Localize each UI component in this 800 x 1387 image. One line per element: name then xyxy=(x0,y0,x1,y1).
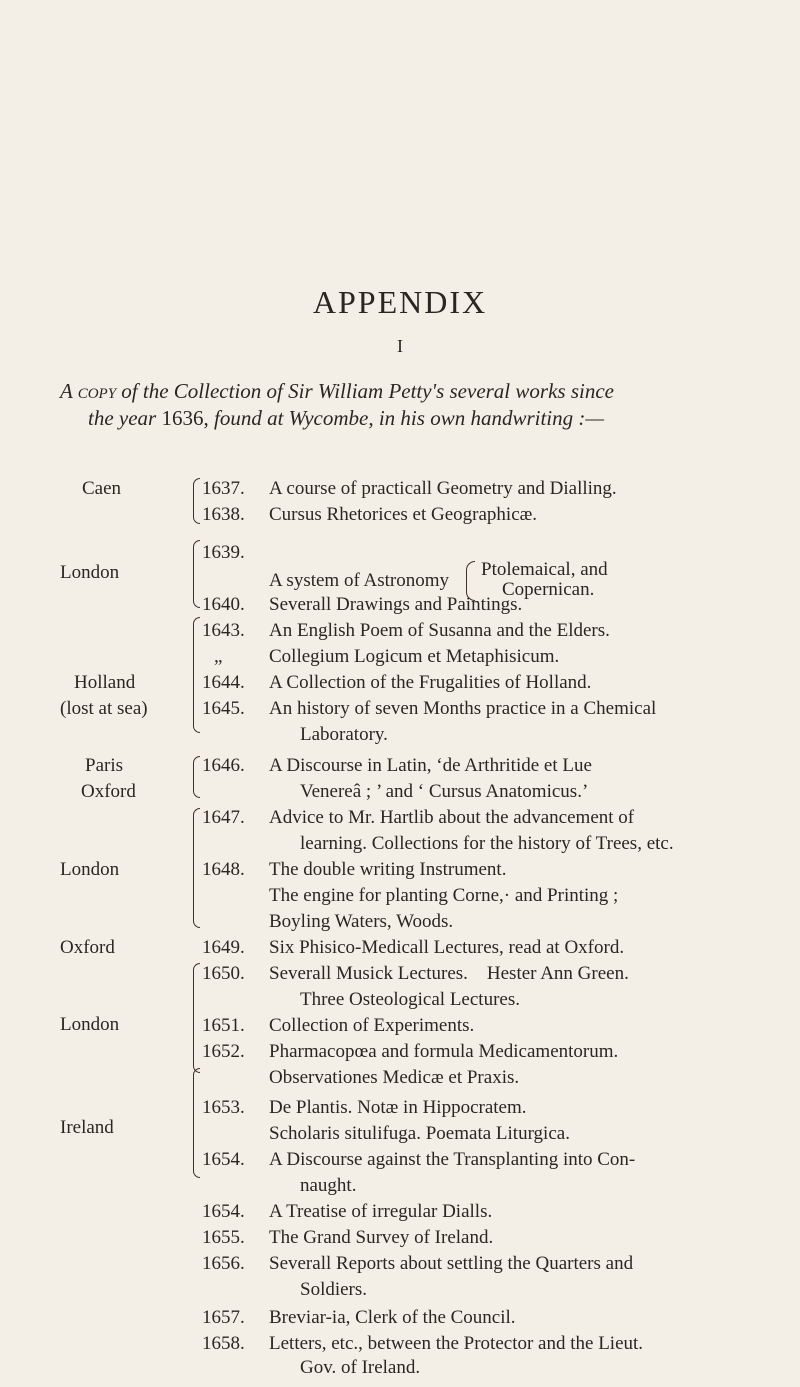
entry-text: A Discourse in Latin, ‘de Arthritide et Lue xyxy=(269,755,592,776)
entry-row xyxy=(0,502,800,528)
entry-row xyxy=(0,1173,800,1199)
entry-year: 1652. xyxy=(202,1041,245,1062)
intro-the-year: the year xyxy=(88,406,157,430)
entry-row xyxy=(0,883,800,909)
entry-text: De Plantis. Notæ in Hippocratem. xyxy=(269,1097,527,1118)
entry-row xyxy=(0,779,800,805)
entry-text: Six Phisico-Medicall Lectures, read at Oxford. xyxy=(269,937,625,958)
entry-year: 1655. xyxy=(202,1227,245,1248)
entry-row xyxy=(0,1147,800,1173)
entry-text: naught. xyxy=(300,1175,357,1196)
entry-text: Three Osteological Lectures. xyxy=(300,989,520,1010)
entry-row xyxy=(0,1121,800,1147)
entry-row xyxy=(0,987,800,1013)
entry-text: Severall Reports about settling the Quarters and xyxy=(269,1253,634,1274)
entry-text: Gov. of Ireland. xyxy=(300,1357,421,1378)
entry-text: A Discourse against the Transplanting into Con- xyxy=(269,1149,636,1170)
place-oxford: Oxford xyxy=(81,781,136,802)
entry-row xyxy=(0,1095,800,1121)
entry-text: A Collection of the Frugalities of Holland. xyxy=(269,672,592,693)
entry-row xyxy=(0,568,800,594)
place-holland: Holland xyxy=(74,672,136,693)
entry-row xyxy=(0,696,800,722)
entry-year: 1650. xyxy=(202,963,245,984)
entry-row xyxy=(0,722,800,748)
entry-text: learning. Collections for the history of Trees, etc. xyxy=(300,833,674,854)
intro-year: 1636, xyxy=(161,406,209,430)
entry-row xyxy=(0,592,800,618)
place-paris: Paris xyxy=(85,755,123,776)
entry-year: 1639. xyxy=(202,542,245,563)
place-london: London xyxy=(60,1014,120,1035)
entry-row xyxy=(0,1039,800,1065)
entry-text: An history of seven Months practice in a Chemical xyxy=(269,698,657,719)
entry-text: Collection of Experiments. xyxy=(269,1015,475,1036)
entry-row xyxy=(0,670,800,696)
intro-copy: copy xyxy=(77,379,117,403)
entry-text: Soldiers. xyxy=(300,1279,368,1300)
place-lost-at-sea: (lost at sea) xyxy=(60,698,148,719)
entry-row xyxy=(0,1305,800,1331)
entry-year: 1638. xyxy=(202,504,245,525)
entry-year: 1656. xyxy=(202,1253,245,1274)
entry-text: Pharmacopœa and formula Medicamentorum. xyxy=(269,1041,619,1062)
entry-year: 1647. xyxy=(202,807,245,828)
entry-year: 1654. xyxy=(202,1201,245,1222)
intro-line2: found at Wycombe, in his own handwriting :— xyxy=(213,406,605,430)
entry-year: 1651. xyxy=(202,1015,245,1036)
entry-text: Observationes Medicæ et Praxis. xyxy=(269,1067,520,1088)
entry-year: 1653. xyxy=(202,1097,245,1118)
entry-text: Boyling Waters, Woods. xyxy=(269,911,454,932)
entry-row xyxy=(0,1355,800,1381)
entry-text: Advice to Mr. Hartlib about the advancement of xyxy=(269,807,635,828)
intro-paragraph xyxy=(60,378,750,432)
entry-row xyxy=(0,618,800,644)
entry-row xyxy=(0,753,800,779)
intro-a: A xyxy=(60,379,73,403)
entry-text: A course of practicall Geometry and Dialling. xyxy=(269,478,617,499)
entry-year: 1654. xyxy=(202,1149,245,1170)
entry-option: Copernican. xyxy=(502,579,595,600)
entry-year: 1644. xyxy=(202,672,245,693)
entry-text: An English Poem of Susanna and the Elders. xyxy=(269,620,610,641)
entry-row xyxy=(0,909,800,935)
entry-text: Letters, etc., between the Protector and the Lieut. xyxy=(269,1333,644,1354)
entry-text: A system of Astronomy xyxy=(269,570,449,591)
entry-text: Severall Musick Lectures. Hester Ann Green. xyxy=(269,963,629,984)
entry-row xyxy=(0,805,800,831)
entry-row xyxy=(0,1013,800,1039)
entry-year: „ xyxy=(214,646,223,667)
place-ireland: Ireland xyxy=(60,1117,114,1138)
entry-row xyxy=(0,1277,800,1303)
entry-row xyxy=(0,1199,800,1225)
entry-row xyxy=(0,1225,800,1251)
appendix-heading: APPENDIX xyxy=(312,284,488,320)
entry-year: 1657. xyxy=(202,1307,245,1328)
entry-row xyxy=(0,476,800,502)
entry-option: Ptolemaical, and xyxy=(481,559,608,580)
entry-text: The double writing Instrument. xyxy=(269,859,507,880)
place-oxford: Oxford xyxy=(60,937,115,958)
entry-row xyxy=(0,857,800,883)
entry-row xyxy=(0,540,800,566)
entry-text: Breviar-ia, Clerk of the Council. xyxy=(269,1307,516,1328)
entry-year: 1637. xyxy=(202,478,245,499)
entry-year: 1649. xyxy=(202,937,245,958)
entry-row xyxy=(0,831,800,857)
entry-text: A Treatise of irregular Dialls. xyxy=(269,1201,493,1222)
section-numeral: I xyxy=(397,336,403,356)
entry-year: 1648. xyxy=(202,859,245,880)
entry-text: Venereâ ; ’ and ‘ Cursus Anatomicus.’ xyxy=(300,781,589,802)
entry-year: 1640. xyxy=(202,594,245,615)
entry-text: Scholaris situlifuga. Poemata Liturgica. xyxy=(269,1123,570,1144)
entry-row xyxy=(0,1251,800,1277)
place-london: London xyxy=(60,859,120,880)
entry-year: 1646. xyxy=(202,755,245,776)
entry-text: Cursus Rhetorices et Geographicæ. xyxy=(269,504,538,525)
place-caen: Caen xyxy=(82,478,122,499)
entry-text: Collegium Logicum et Metaphisicum. xyxy=(269,646,560,667)
place-london: London xyxy=(60,562,120,583)
entry-text: Severall Drawings and Paintings. xyxy=(269,594,523,615)
entry-row xyxy=(0,935,800,961)
entry-row xyxy=(0,961,800,987)
intro-line1: of the Collection of Sir William Petty's several works since xyxy=(121,379,614,403)
entry-text: The engine for planting Corne,· and Printing ; xyxy=(269,885,619,906)
entry-year: 1658. xyxy=(202,1333,245,1354)
entry-year: 1643. xyxy=(202,620,245,641)
entry-row xyxy=(0,644,800,670)
entry-text: The Grand Survey of Ireland. xyxy=(269,1227,494,1248)
entry-row xyxy=(0,1065,800,1091)
entry-row xyxy=(0,1331,800,1357)
entry-year: 1645. xyxy=(202,698,245,719)
entry-text: Laboratory. xyxy=(300,724,388,745)
